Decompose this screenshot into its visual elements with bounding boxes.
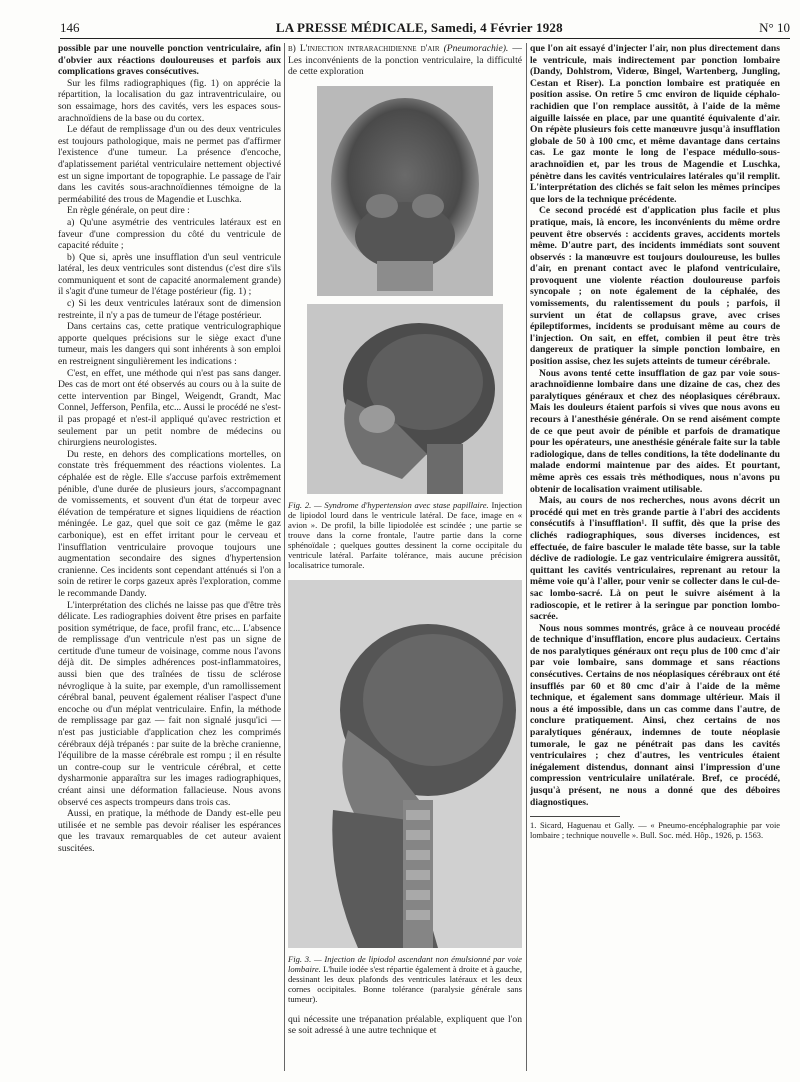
section-intro — [288, 43, 522, 78]
section-heading-cite: (Pneumorachie). — [443, 43, 509, 54]
paragraph: C'est, en effet, une méthode qui n'est pas sans danger. Des cas de mort ont été observés au cours ou à la suite de cette intervention par Bingel, Weigendt, Grandt, Mac Connel, Jefferson, Penfila, etc... Aussi le procédé ne s'est-il pas propagé et n'est-il appliqué qu'avec restriction et seulement par un petit nombre de médecins ou chirurgiens neurologistes. — [58, 367, 281, 449]
paragraph: Nous nous sommes montrés, grâce à ce nouveau procédé de technique d'insufflation, encore plus audacieux. Certains de nos paralytiques généraux ont reçu plus de 100 cmc d'air par voie lombaire, sans dommage et sans réactions consécutives. Certains de nos néoplasiques cérébraux ont été insufflés par 60 et 80 cmc d'air à l'aide de la même technique, et également sans dommage ultérieur. Mais il nous a été impossible, dans un cas comme dans l'autre, de conclure pratiquement. Ainsi, chez certains de nos paralytiques généraux, indemnes de toute néoplasie tumorale, le gaz ne pénétrait pas dans les cavités ventriculaires ; chez d'autres, les ventricules étaient inégalement distendus, donnant ainsi l'impression d'une compression ventriculaire unilatérale. Bref, ce procédé, jusqu'à présent, ne nous a donné que des déboires diagnostiques. — [530, 622, 780, 808]
figure-2-caption — [288, 500, 522, 570]
paragraph: Ce second procédé est d'application plus facile et plus pratique, mais, là encore, les inconvénients du même ordre peuvent être observés : accidents graves, accidents mortels même. D'autre part, des incidents immédiats sont souvent observés : la manœuvre est toujours douloureuse, les bulles d'air, en prenant contact avec le plafond ventriculaire, provoquent une violente réaction douloureuse parfois syncopale ; on note également de la céphalée, des vomissements, du ralentissement du pouls ; parfois, il survient un état de collapsus grave, avec crises épileptiformes, incidents se produisant même au cours de l'injection. On sait, en effet, combien il peut être très dangereux de pratiquer la simple ponction lombaire, en position assise, chez les sujets atteints de tumeur cérébrale. — [530, 205, 780, 368]
figure-2-caption-title: Fig. 2. — Syndrome d'hypertension avec stase papillaire. — [288, 499, 489, 510]
paragraph: Nous avons tenté cette insufflation de gaz par voie sous-arachnoïdienne lombaire dans une dizaine de cas, chez des paralytiques généraux et chez des néoplasiques cérébraux. Mais les douleurs étaient parfois si vives que nous avons eu recours à l'anesthésie générale. On se rend aisément compte de ce que peut avoir de pénible et parfois de dramatique pour les opérateurs, une anesthésie générale faite sur la table radiologique, dans de telles conditions, la tête dodelinante du malade endormi maintenue par des aides. Et pourtant, même après ces essais très méthodiques, nous n'avons pu obtenir de localisation vraiment utilisable. — [530, 367, 780, 495]
paragraph: En règle générale, on peut dire : — [67, 205, 190, 217]
page-header — [60, 20, 790, 36]
column-right-body — [530, 43, 780, 808]
figure-3-caption-title: Fig. 3. — Injection de lipiodol ascendant non émulsionné par voie lombaire. — [288, 953, 522, 974]
paragraph: Dans certains cas, cette pratique ventriculographique apporte quelques précisions sur le siège exact d'une tumeur, mais les dangers qui sont inhérents à son emploi en restreignent singulièrement les indications : — [58, 321, 281, 368]
figure-3-caption-text: L'huile iodée s'est répartie également à droite et à gauche, dessinant les deux plafonds des ventricules latéraux et les deux cornes occipitales. Bonne tolérance (paralysie générale sans tumeur). — [288, 963, 522, 1004]
column-left — [58, 43, 281, 1073]
column-divider — [526, 43, 527, 1071]
paragraph: Mais, au cours de nos recherches, nous avons décrit un procédé qui met en très grande partie à l'abri des accidents consécutifs à l'insufflation¹. Il suffit, dès que la prise des clichés radiographiques, sous diverses incidences, est effectuée, de faire basculer le malade tête basse, sur la table déclive de radiologie. Le gaz ventriculaire émigrera aussitôt, quittant les cavités ventriculaires, reprenant au retour la même voie qu'à l'aller, pour venir se collecter dans le cul-de-sac lombo-sacré. Là on peut le suivre aisément à la radioscopie, et le retirer à la seringue par ponction lombo-sacrée. — [530, 495, 780, 623]
paragraph: Le défaut de remplissage d'un ou des deux ventricules est toujours pathologique, mais ne permet pas d'affirmer l'existence d'une tumeur. La présence d'encoche, d'aplatissement pariétal ventriculaire nettement objectivé est un signe important de topographie. Le passage de l'air dans les cavités sous-arachnoïdiennes témoigne de la perméabilité des trous de Magendie et Luschka. — [58, 124, 281, 205]
paragraph: Aussi, en pratique, la méthode de Dandy est-elle peu utilisée et ne semble pas devoir réaliser les espérances que les travaux remarquables de cet auteur avaient suscitées. — [58, 808, 281, 854]
journal-title: LA PRESSE MÉDICALE, Samedi, 4 Février 1928 — [275, 20, 563, 35]
column-middle-bottom-text: qui nécessite une trépanation préalable, expliquent que l'on se soit adressé à une autre technique et — [288, 1013, 522, 1037]
page-number: 146 — [60, 20, 80, 35]
paragraph: c) Si les deux ventricules latéraux sont de dimension restreinte, il n'y a pas de tumeur de l'étage postérieur. — [58, 298, 281, 321]
footnote: 1. Sicard, Haguenau et Gally. — « Pneumo-encéphalographie par voie lombaire ; technique nouvelle ». Bull. Soc. méd. Hôp., 1926, p. 1563. — [530, 821, 780, 841]
paragraph: a) Qu'une asymétrie des ventricules latéraux est en faveur d'une compression du côté du ventricule de capacité réduite ; — [58, 216, 281, 252]
figure-2-radiograph — [307, 304, 503, 494]
paragraph: b) Que si, après une insufflation d'un seul ventricule latéral, les deux ventricules sont distendus (c'est dire s'ils communiquent et sont de capacité anormalement grande) il s'agit d'une tumeur de l'étage postérieur (fig. 1) ; — [58, 251, 281, 298]
column-middle — [288, 43, 522, 1073]
issue-number: N° 10 — [759, 20, 790, 35]
figure-2-caption-text: Injection de lipiodol lourd dans le ventricule latéral. De face, image en « avion ». De profil, la bille lipiodolée est scindée ; une partie se trouve dans la corne frontale, l'autre partie dans la corne sphénoïdale ; quelques gouttes dessinent la corne occipitale du ventricule latéral. Parfaite tolérance, mais aucune précision localisatrice tumorale. — [288, 499, 522, 570]
section-heading: b) L'injection intrarachidienne d'air — [288, 43, 440, 54]
column-divider — [284, 43, 285, 1071]
footnote-rule — [530, 816, 620, 817]
figure-3-image — [288, 580, 522, 948]
section-intro-text: — Les inconvénients de la ponction ventriculaire, la difficulté de cette exploration — [288, 43, 522, 78]
paragraph: L'interprétation des clichés ne laisse pas que d'être très délicate. Les radiographies doivent être prises en parfaite position symétrique, de face, profil franc, etc... L'absence de remplissage d'un ventricule n'est pas un signe de certitude d'une tumeur de voisinage, comme nous l'avons déjà dit. De simples adhérences post-inflammatoires, aussi bien que des traînées de tissu de sclérose névroglique à la suite, par exemple, d'un ramollissement cérébral banal, peuvent également réaliser l'aspect d'une encoche ou d'un méplat ventriculaire. Enfin, la méthode de remplissage par gaz — fait non signalé jusqu'ici — n'est pas justiciable d'application chez les comprimés cérébraux déjà trépanés : par suite de la brèche cranienne, l'équilibre de la masse cérébrale est rompu ; il en résulte un contre-coup sur le ventricule cérébral, et cette dysharmonie apparaîtra sur les images radiographiques, créant ainsi une déformation fallacieuse. Nous avons observé ces aspects trompeurs dans trois cas. — [58, 599, 281, 808]
figure-2-image — [307, 304, 503, 494]
column-right — [530, 43, 780, 1073]
paragraph: que l'on ait essayé d'injecter l'air, non plus directement dans le ventricule, mais indirectement par ponction lombaire (Dandy, Dohlstrom, Viderœ, Bingel, Wartenberg, Jungling, Cestan et Riser). La ponction lombaire est pratiquée en position assise. On retire 5 cmc environ de liquide céphalo-rachidien que l'on remplace aussitôt, à l'aide de la même aiguille laissée en place, par une quantité équivalente d'air. On répète plusieurs fois cette manœuvre jusqu'à insufflation globale de 50 à 100 cmc, et même davantage dans certains cas. Le gaz monte le long de l'espace médullo-sous-arachnoïdien et, par les trous de Magendie et Luschka, pénètre dans les cavités ventriculaires latérales qu'il remplit. L'interprétation des clichés se fait selon les mêmes principes que lors de la technique précédente. — [530, 43, 780, 205]
figure-1-radiograph — [317, 86, 493, 296]
figure-3-caption — [288, 954, 522, 1004]
paragraph: Sur les films radiographiques (fig. 1) on apprécie la répartition, la localisation du gaz intraventriculaire, ou son essaimage, hors des cavités, vers les espaces sous-arachnoïdiens de la base ou du cortex. — [58, 77, 281, 124]
figure-1-image — [317, 86, 493, 296]
paragraph: possible par une nouvelle ponction ventriculaire, afin d'obvier aux réactions douloureuses et parfois aux complications graves consécutives. — [58, 43, 281, 78]
figure-3-radiograph — [288, 580, 522, 948]
header-rule — [60, 38, 790, 39]
paragraph: Du reste, en dehors des complications mortelles, on constate très fréquemment des réactions violentes. La céphalée est de règle. Elle s'accuse parfois extrêmement pénible, d'une durée de plusieurs jours, s'accompagnant de vomissements, et souvent d'un état de torpeur avec élévation de température et signes liquidiens de réaction méningée. Le gaz, quel que soit ce gaz (même le gaz carbonique), est en effet irritant pour le cerveau et l'insufflation ventriculaire provoque toujours une augmentation secondaire des signes d'hypertension cranienne. Ces incidents sont cependant atténués si l'on a soin de retirer le corps gazeux après l'exploration, comme le recommande Dandy. — [58, 448, 281, 599]
